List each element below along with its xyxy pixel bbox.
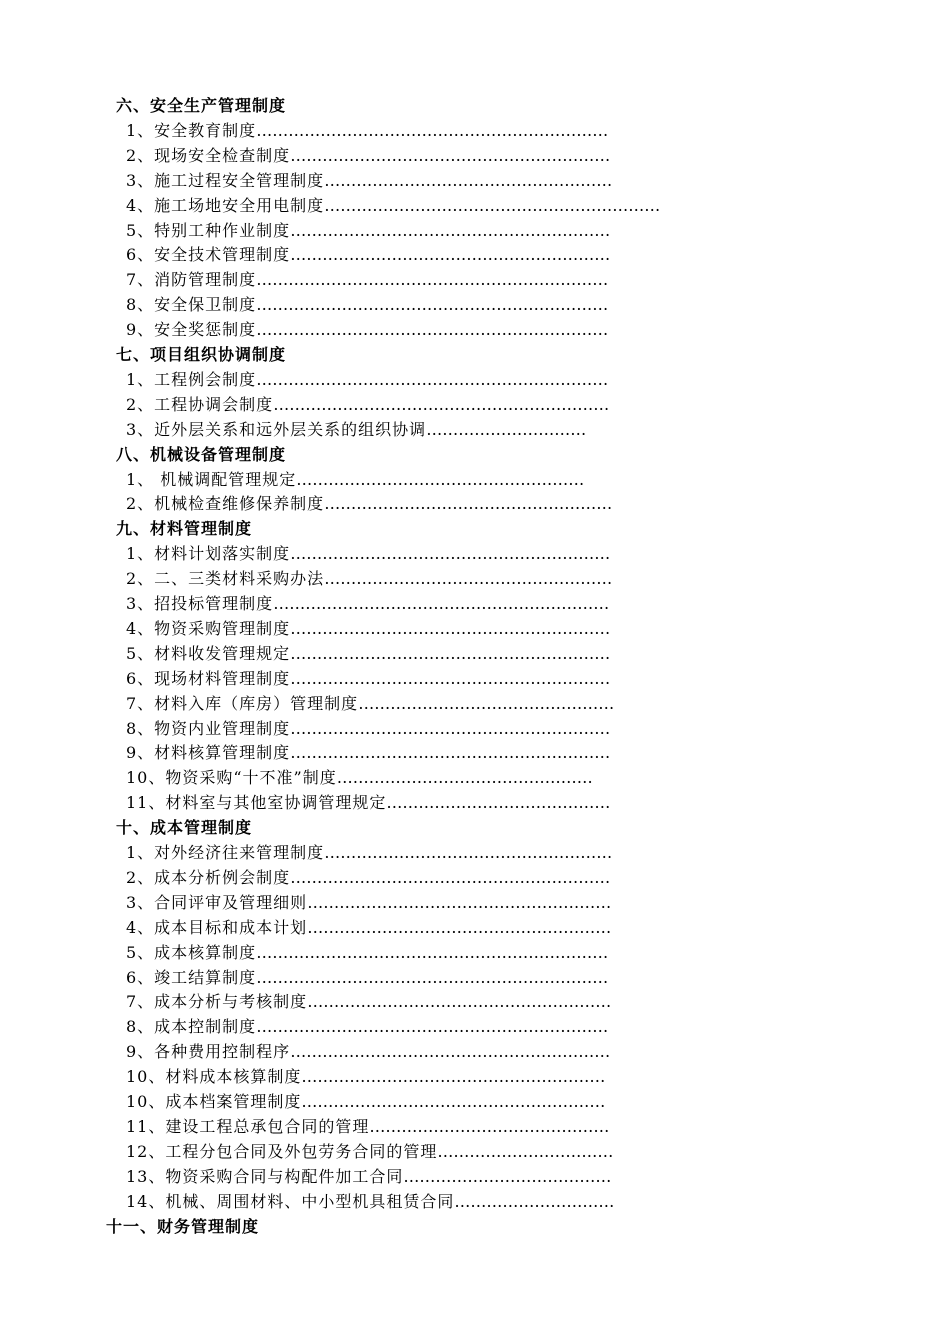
toc-entry <box>126 1165 680 1189</box>
toc-entry-text: 1、 机械调配管理规定 <box>126 469 297 489</box>
dot-leader: ……………………………………………… <box>324 843 613 862</box>
toc-entry-text: 3、施工过程安全管理制度 <box>126 170 325 190</box>
toc-entry <box>126 617 674 641</box>
dot-leader: ………………………………………………………… <box>256 1017 609 1037</box>
dot-leader: ………………………………………………… <box>301 1067 606 1087</box>
toc-entry-text: 2、成本分析例会制度 <box>126 867 291 887</box>
section-heading-text: 七、项目组织协调制度 <box>116 345 287 364</box>
toc-entry-text: 1、工程例会制度 <box>126 369 257 389</box>
section-heading <box>116 816 674 840</box>
toc-entry-text: 14、机械、周围材料、中小型机具租赁合同 <box>126 1191 455 1211</box>
toc-entry-text: 1、材料计划落实制度 <box>126 544 291 564</box>
toc-entry <box>126 592 674 616</box>
toc-entry-text: 5、成本核算制度 <box>126 942 257 962</box>
toc-entry <box>126 169 674 193</box>
toc-entry <box>126 916 680 940</box>
dot-leader: …………………………………………………… <box>290 145 611 165</box>
toc-entry <box>126 966 680 990</box>
dot-leader: …………………………………………………… <box>290 718 611 738</box>
toc-entry <box>126 1115 680 1139</box>
toc-entry <box>126 941 680 965</box>
toc-entry <box>126 542 674 566</box>
toc-entry <box>126 368 674 392</box>
section-heading-text: 九、材料管理制度 <box>116 519 253 539</box>
dot-leader: ………………………………………………………… <box>256 369 609 389</box>
toc-entry <box>126 119 674 143</box>
toc-entry-text: 10、材料成本核算制度 <box>126 1067 302 1087</box>
toc-entry <box>126 791 674 815</box>
dot-leader: …………………………………………………… <box>290 643 611 663</box>
toc-entry-text: 3、招投标管理制度 <box>126 594 274 613</box>
toc-entry-text: 8、物资内业管理制度 <box>126 718 291 738</box>
dot-leader: ……………………………………………………… <box>324 195 661 215</box>
dot-leader: ………………………………………………………… <box>256 967 609 987</box>
toc-entry-text: 5、特别工种作业制度 <box>126 220 291 240</box>
toc-entry <box>126 741 674 765</box>
toc-entry <box>126 667 674 691</box>
dot-leader: ……………………………………………… <box>324 569 613 589</box>
dot-leader: ………………………………………………………… <box>256 270 609 290</box>
toc-entry-text: 7、材料入库（库房）管理制度 <box>126 693 359 713</box>
dot-leader: ………………………………………… <box>358 693 615 713</box>
dot-leader: ………………………………………………………… <box>256 942 609 962</box>
toc-entry <box>126 268 674 292</box>
toc-entry-text: 2、机械检查维修保养制度 <box>126 494 325 514</box>
section-heading-text: 八、机械设备管理制度 <box>116 444 287 464</box>
toc-entry-text: 8、成本控制制度 <box>126 1017 257 1037</box>
toc-entry <box>126 1015 680 1039</box>
dot-leader: …………………………………………………… <box>290 1042 611 1062</box>
dot-leader: ……………………………………………………… <box>273 394 610 414</box>
dot-leader: ……………………………………………………… <box>273 594 610 613</box>
toc-entry-text: 6、竣工结算制度 <box>126 967 257 987</box>
toc-entry <box>126 1065 680 1089</box>
toc-entry <box>126 841 680 865</box>
toc-entry-text: 11、建设工程总承包合同的管理 <box>126 1116 370 1136</box>
toc-entry-text: 9、各种费用控制程序 <box>126 1042 291 1062</box>
dot-leader: ………………………………………………………… <box>256 320 609 340</box>
toc-entry <box>126 642 674 666</box>
toc-entry <box>126 393 674 417</box>
dot-leader: ………………………………………………………… <box>256 120 609 140</box>
toc-entry <box>126 194 712 218</box>
dot-leader: ………………………………………………… <box>307 892 612 912</box>
toc-entry-text: 7、消防管理制度 <box>126 270 257 290</box>
toc-entry <box>126 293 674 317</box>
toc-entry <box>126 766 674 790</box>
toc-entry-text: 12、工程分包合同及外包劳务合同的管理 <box>126 1141 438 1161</box>
section-heading-text: 六、安全生产管理制度 <box>116 96 287 115</box>
toc-entry-text: 6、现场材料管理制度 <box>126 668 291 688</box>
toc-entry-text: 7、成本分析与考核制度 <box>126 992 308 1012</box>
dot-leader: …………………………………………………… <box>290 618 611 638</box>
toc-entry <box>126 492 674 516</box>
dot-leader: ……………………………………………… <box>324 170 613 190</box>
section-heading-text: 十、成本管理制度 <box>116 818 253 838</box>
toc-entry-text: 10、物资采购“十不准”制度 <box>126 768 337 788</box>
dot-leader: …………………………………………………… <box>290 544 611 564</box>
toc-entry <box>126 717 674 741</box>
toc-entry-text: 4、施工场地安全用电制度 <box>126 195 325 215</box>
toc-entry-text: 1、对外经济往来管理制度 <box>126 843 325 862</box>
toc-entry-text: 9、安全奖惩制度 <box>126 320 257 340</box>
toc-entry-text: 1、安全教育制度 <box>126 120 257 140</box>
toc-entry <box>126 1190 680 1214</box>
section-heading <box>116 443 674 467</box>
dot-leader: ……………………………………… <box>369 1116 610 1136</box>
toc-entry <box>126 468 640 492</box>
section-heading <box>106 1215 674 1239</box>
dot-leader: ………………………………………………………… <box>256 295 609 315</box>
dot-leader: ……………………………………………… <box>296 469 585 489</box>
dot-leader: ………………………………………………… <box>301 1092 606 1111</box>
toc-entry-text: 4、物资采购管理制度 <box>126 618 291 638</box>
toc-entry <box>126 990 680 1014</box>
toc-entry <box>126 144 674 168</box>
dot-leader: ………………………………………………… <box>307 992 612 1012</box>
toc-entry <box>126 866 680 890</box>
toc-entry-text: 13、物资采购合同与构配件加工合同 <box>126 1166 404 1186</box>
toc-entry-text: 11、材料室与其他室协调管理规定 <box>126 793 387 813</box>
section-heading <box>116 517 674 541</box>
toc-entry-text: 3、合同评审及管理细则 <box>126 892 308 912</box>
dot-leader: ………………………… <box>454 1191 615 1211</box>
dot-leader: …………………………………………………… <box>290 867 611 887</box>
toc-entry-text: 2、二、三类材料采购办法 <box>126 569 325 589</box>
toc-entry <box>126 243 674 267</box>
toc-entry <box>126 1140 680 1164</box>
dot-leader: ………………………………… <box>403 1166 612 1186</box>
toc-entry-text: 10、成本档案管理制度 <box>126 1092 302 1111</box>
toc-entry-text: 8、安全保卫制度 <box>126 295 257 315</box>
dot-leader: ………………………… <box>426 419 587 439</box>
section-heading <box>116 343 674 367</box>
section-heading <box>116 94 674 118</box>
dot-leader: …………………………………………………… <box>290 245 611 265</box>
toc-entry-text: 4、成本目标和成本计划 <box>126 917 308 937</box>
dot-leader: ……………………………………………… <box>324 494 613 514</box>
toc-entry-text: 9、材料核算管理制度 <box>126 743 291 763</box>
dot-leader: ………………………………………… <box>336 768 593 788</box>
toc-entry <box>126 318 674 342</box>
toc-entry <box>126 418 674 442</box>
toc-entry-text: 3、近外层关系和远外层关系的组织协调 <box>126 419 427 439</box>
toc-entry <box>126 1090 680 1114</box>
toc-entry-text: 6、安全技术管理制度 <box>126 245 291 265</box>
toc-entry <box>126 219 674 243</box>
toc-entry <box>126 692 674 716</box>
toc-entry <box>126 1040 680 1064</box>
toc-entry-text: 5、材料收发管理规定 <box>126 643 291 663</box>
section-heading-text: 十一、财务管理制度 <box>106 1216 260 1236</box>
dot-leader: …………………………………………………… <box>290 668 611 688</box>
toc-entry <box>126 567 674 591</box>
toc-entry-text: 2、现场安全检查制度 <box>126 145 291 165</box>
dot-leader: …………………………………… <box>386 793 611 813</box>
dot-leader: …………………………………………………… <box>290 220 611 240</box>
toc-entry-text: 2、工程协调会制度 <box>126 394 274 414</box>
toc-entry <box>126 891 680 915</box>
dot-leader: ………………………………………………… <box>307 917 612 937</box>
dot-leader: …………………………… <box>437 1141 614 1161</box>
dot-leader: …………………………………………………… <box>290 743 611 763</box>
